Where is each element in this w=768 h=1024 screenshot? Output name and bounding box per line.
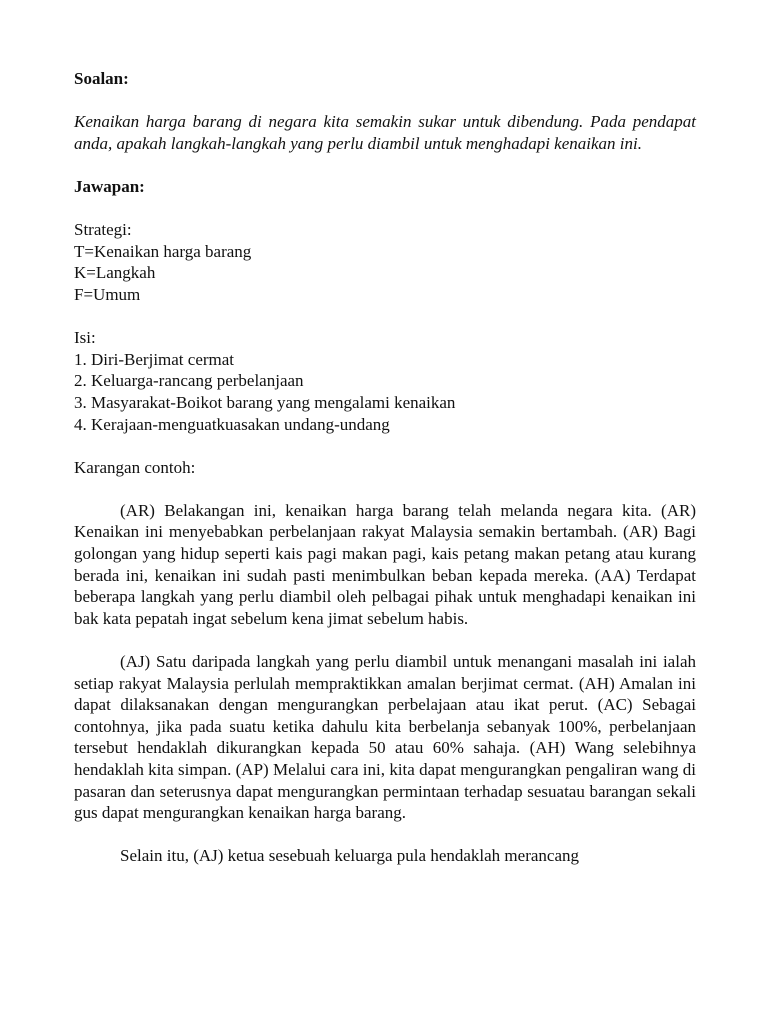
document-page (74, 68, 696, 867)
spacer (74, 478, 696, 500)
content-item: 2. Keluarga-rancang perbelanjaan (74, 371, 304, 391)
spacer (74, 198, 696, 220)
strategy-item: T=Kenaikan harga barang (74, 241, 252, 261)
content-title: Isi: (74, 328, 96, 348)
question-heading: Soalan: (74, 69, 129, 88)
essay-paragraph-introduction: (AR) Belakangan ini, kenaikan harga barang telah melanda negara kita. (AR) Kenaikan ini menyebabkan perbelanjaan rakyat Malaysia semakin bertambah. (AR) Bagi golongan yang hidup seperti kais pagi makan pagi, kais petang makan petang atau kurang berada ini, kenaikan ini sudah pasti menimbulkan beban kepada mereka. (AA) Terdapat beberapa langkah yang perlu diambil oleh pelbagai pihak untuk menghadapi kenaikan ini bak kata pepatah ingat sebelum kena jimat sebelum habis. (74, 500, 696, 628)
spacer (74, 435, 696, 457)
spacer (74, 629, 696, 651)
strategy-item: K=Langkah (74, 263, 156, 283)
spacer (74, 90, 696, 112)
question-text: Kenaikan harga barang di negara kita semakin sukar untuk dibendung. Pada pendapat anda, apakah langkah-langkah yang perlu diambil untuk menghadapi kenaikan ini. (74, 112, 696, 153)
content-item: 4. Kerajaan-menguatkuasakan undang-undang (74, 414, 390, 434)
strategy-title: Strategi: (74, 220, 132, 240)
content-item: 1. Diri-Berjimat cermat (74, 349, 235, 369)
spacer (74, 306, 696, 328)
spacer (74, 824, 696, 846)
strategy-item: F=Umum (74, 284, 141, 304)
content-list (74, 349, 696, 435)
essay-title: Karangan contoh: (74, 457, 196, 477)
strategy-list (74, 241, 696, 306)
answer-heading: Jawapan: (74, 176, 145, 196)
essay-paragraph-body-1: (AJ) Satu daripada langkah yang perlu diambil untuk menangani masalah ini ialah setiap rakyat Malaysia perlulah mempraktikkan amalan berjimat cermat. (AH) Amalan ini dapat dilaksanakan dengan mengurangkan perbelajaan atau ikat perut. (AC) Sebagai contohnya, jika pada suatu ketika dahulu kita berbelanja sebanyak 100%, perbelanjaan tersebut hendaklah dikurangkan kepada 50 atau 60% sahaja. (AH) Wang selebihnya hendaklah kita simpan. (AP) Melalui cara ini, kita dapat mengurangkan pengaliran wang di pasaran dan seterusnya dapat mengurangkan permintaan terhadap sesuatau barangan sekali gus dapat mengurangkan kenaikan harga barang. (74, 652, 696, 823)
content-item: 3. Masyarakat-Boikot barang yang mengalami kenaikan (74, 392, 456, 412)
spacer (74, 154, 696, 176)
essay-paragraph-body-2: Selain itu, (AJ) ketua sesebuah keluarga pula hendaklah merancang (120, 846, 579, 866)
